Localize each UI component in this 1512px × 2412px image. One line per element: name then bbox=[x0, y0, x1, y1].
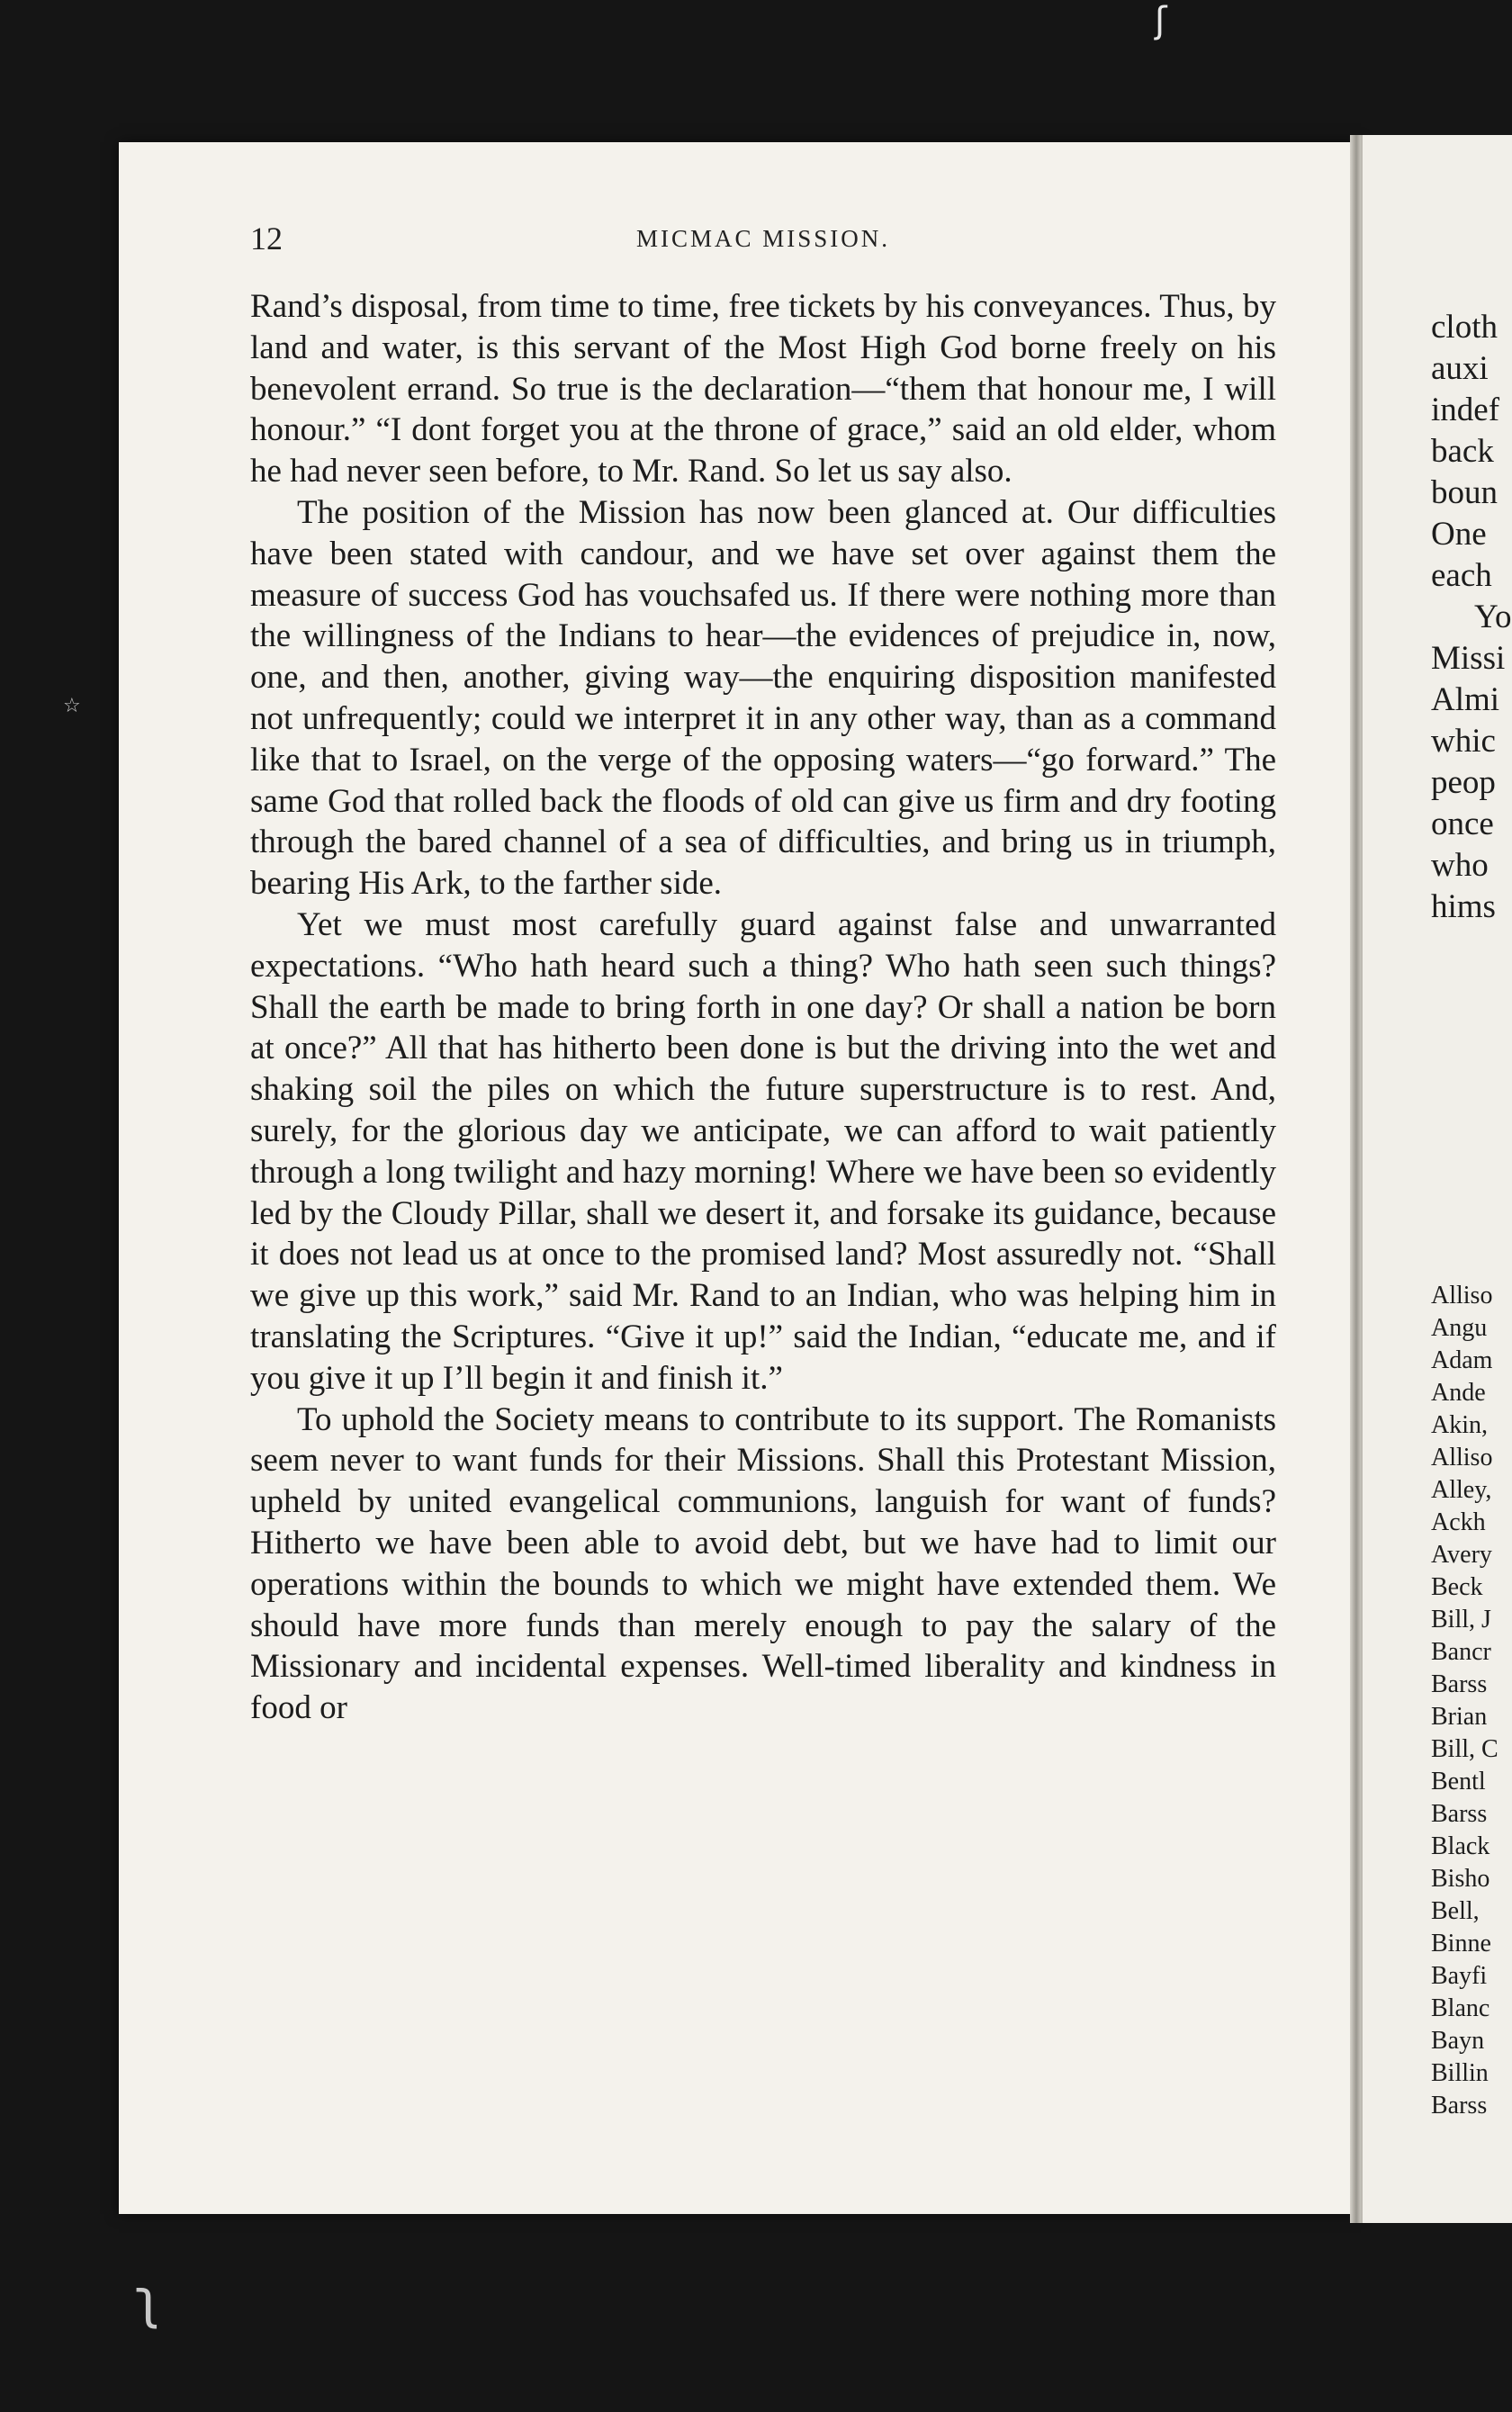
name-list-entry: Billin bbox=[1431, 2059, 1489, 2087]
name-list-entry: Bill, C bbox=[1431, 1735, 1498, 1763]
name-list-entry: Alliso bbox=[1431, 1444, 1493, 1472]
right-page-text-fragment: Almi bbox=[1431, 681, 1500, 718]
name-list-entry: Black bbox=[1431, 1832, 1490, 1860]
name-list-entry: Binne bbox=[1431, 1930, 1491, 1958]
right-page-text-fragment: hims bbox=[1431, 888, 1496, 925]
right-page-text-fragment: peop bbox=[1431, 764, 1496, 801]
name-list-entry: Angu bbox=[1431, 1314, 1488, 1342]
name-list-entry: Barss bbox=[1431, 2092, 1488, 2120]
name-list-entry: Barss bbox=[1431, 1670, 1488, 1698]
paragraph: Rand’s disposal, from time to time, free tickets by his conveyances. Thus, by land and water, is this servant of the Most High God borne freely on his benevolent errand. So true is the declaration—“them that honour me, I will honour.” “I dont forget you at the throne of grace,” said an old elder, whom he had never seen before, to Mr. Rand. So let us say also. bbox=[250, 288, 1276, 490]
film-speck: ☆ bbox=[63, 695, 81, 717]
right-page-text-fragment: Yo bbox=[1474, 598, 1512, 635]
name-list-entry: Brian bbox=[1431, 1703, 1488, 1731]
name-list-entry: Akin, bbox=[1431, 1411, 1488, 1439]
name-list-entry: Bayn bbox=[1431, 2027, 1485, 2055]
name-list-entry: Bill, J bbox=[1431, 1606, 1491, 1634]
name-list-entry: Alliso bbox=[1431, 1282, 1493, 1310]
right-page-text-fragment: boun bbox=[1431, 474, 1498, 511]
name-list-entry: Ackh bbox=[1431, 1508, 1486, 1536]
paragraph: The position of the Mission has now been glanced at. Our difficulties have been stated with candour, and we have set over against them the measure of success God has vouchsafed us. If there were nothing more than the willingness of the Indians to hear—the evidences of prejudice in, now, one, and then, another, giving way—the enquiring disposition manifested not unfrequently; could we interpret it in any other way, than as a command like that to Israel, on the verge of the opposing waters—“go forward.” The same God that rolled back the floods of old can give us firm and dry footing through the bared channel of a sea of difficulties, and bring us in triumph, bearing His Ark, to the farther side. bbox=[250, 493, 1276, 903]
right-page-text-fragment: cloth bbox=[1431, 309, 1498, 346]
name-list-entry: Bisho bbox=[1431, 1865, 1490, 1893]
right-page-text-fragment: who bbox=[1431, 847, 1489, 884]
name-list-entry: Blanc bbox=[1431, 1994, 1490, 2022]
right-page-text-fragment: Missi bbox=[1431, 640, 1506, 677]
paragraph: To uphold the Society means to contribute to its support. The Romanists seem never to want funds for their Missions. Shall this Protestant Mission, upheld by united evangelical communions, languish for want of funds? Hitherto we have been able to avoid debt, but we have had to limit our operations within the bounds to which we might have extended them. We should have more funds than merely enough to pay the salary of the Missionary and incidental expenses. Well-timed liberality and kindness in food or bbox=[250, 1400, 1276, 1727]
name-list-entry: Adam bbox=[1431, 1346, 1493, 1374]
name-list-entry: Bentl bbox=[1431, 1768, 1486, 1796]
paragraph: Yet we must most carefully guard against false and unwarranted expectations. “Who hath heard such a thing? Who hath seen such things? Shall the earth be made to bring forth in one day? Or shall a nation be born at once?” All that has hitherto been done is but the driving into the wet and shaking soil the piles on which the future superstructure is to rest. And, surely, for the glorious day we anticipate, we can afford to wait patiently through a long twilight and hazy morning! Where we have been so evidently led by the Cloudy Pillar, shall we desert it, and forsake its guidance, because it does not lead us at once to the promised land? Most assuredly not. “Shall we give up this work,” said Mr. Rand to an Indian, who was helping him in translating the Scriptures. “Give it up!” said the Indian, “educate me, and if you give it up I’ll begin it and finish it.” bbox=[250, 905, 1276, 1397]
running-head: MICMAC MISSION. bbox=[635, 225, 891, 252]
body-text bbox=[250, 286, 1276, 1729]
name-list-entry: Ande bbox=[1431, 1379, 1486, 1407]
name-list-entry: Avery bbox=[1431, 1541, 1492, 1569]
right-page-text-fragment: indef bbox=[1431, 392, 1500, 428]
film-speck: ʅ bbox=[135, 2268, 160, 2331]
right-page-text-fragment: back bbox=[1431, 433, 1494, 470]
name-list-entry: Alley, bbox=[1431, 1476, 1492, 1504]
name-list-entry: Bancr bbox=[1431, 1638, 1491, 1666]
right-page-text-fragment: One bbox=[1431, 516, 1487, 553]
name-list-entry: Barss bbox=[1431, 1800, 1488, 1828]
page-number: 12 bbox=[250, 220, 283, 256]
film-speck: ʃ bbox=[1155, 0, 1167, 41]
right-page-text-fragment: each bbox=[1431, 557, 1492, 594]
name-list-entry: Beck bbox=[1431, 1573, 1483, 1601]
right-page-text-fragment: once bbox=[1431, 806, 1494, 842]
right-page-text-fragment: auxi bbox=[1431, 350, 1489, 387]
page-header bbox=[250, 220, 1276, 261]
right-page-text-fragment: whic bbox=[1431, 723, 1496, 760]
name-list-entry: Bayfi bbox=[1431, 1962, 1488, 1990]
name-list-entry: Bell, bbox=[1431, 1897, 1480, 1925]
